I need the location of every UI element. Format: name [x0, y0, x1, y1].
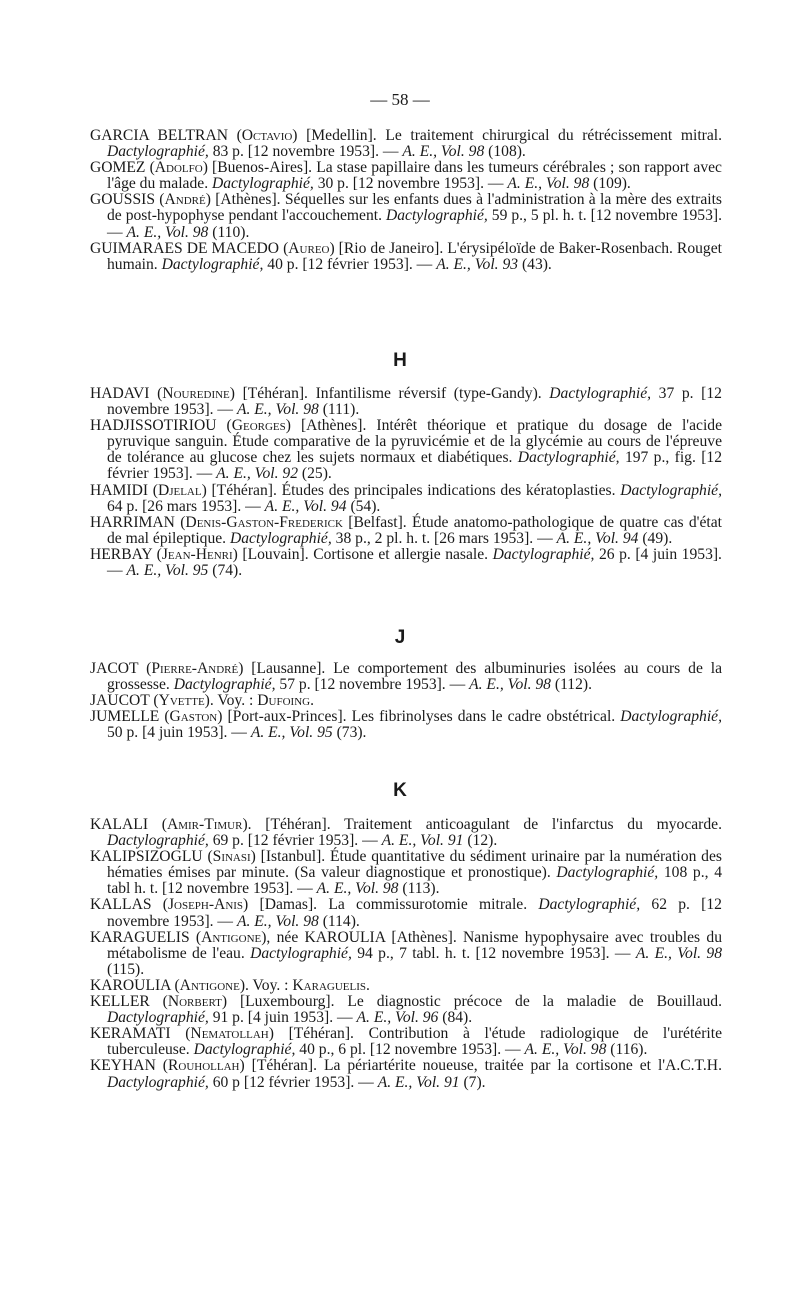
- entry-kalali: [90, 817, 722, 849]
- entry-reference: (12).: [467, 832, 498, 850]
- author-place: [Damas].: [259, 896, 318, 914]
- author-name: GUIMARAES DE MACEDO: [90, 239, 280, 257]
- journal-volume: A. E., Vol. 98: [126, 223, 209, 241]
- thesis-details: 40 p., 6 pl. [12 novembre 1953]. —: [299, 1041, 521, 1059]
- journal-volume: A. E., Vol. 94: [264, 497, 347, 515]
- section-h-entries: [90, 386, 722, 579]
- entry-reference: (115).: [107, 960, 145, 978]
- author-place: [Lausanne].: [251, 660, 326, 677]
- thesis-source: Dactylographié,: [107, 143, 209, 161]
- thesis-details: 57 p. [12 novembre 1953]. —: [279, 676, 466, 694]
- author-given-name: (Yvette).: [153, 692, 214, 710]
- journal-volume: A. E., Vol. 98: [236, 401, 319, 419]
- journal-volume: A. E., Vol. 98: [469, 676, 551, 694]
- entry-reference: (116).: [610, 1041, 648, 1059]
- author-given-name: (Djelal): [152, 481, 207, 499]
- entry-reference: (109).: [593, 175, 631, 193]
- thesis-title: Le traitement chirurgical du rétrécissement mitral.: [385, 127, 722, 144]
- entry-kallas: [90, 897, 722, 929]
- author-given-name: (Nouredine): [157, 385, 235, 402]
- thesis-title: Cortisone et allergie nasale.: [313, 545, 489, 563]
- entry-jacot: [90, 661, 722, 693]
- thesis-title: Infantilisme réversif (type-Gandy).: [315, 385, 542, 402]
- entry-reference: (73).: [336, 724, 367, 742]
- thesis-title: Les fibrinolyses dans le cadre obstétrical.: [351, 708, 616, 726]
- author-place: née KAROULIA [Athènes].: [276, 928, 457, 946]
- section-heading-j: J: [394, 627, 406, 648]
- entry-reference: (49).: [642, 529, 673, 547]
- thesis-source: Dactylographié,: [173, 676, 276, 694]
- entry-hadjissotiriou: [90, 418, 722, 482]
- author-given-name: (Amir-Timur).: [161, 816, 252, 833]
- author-place: [Louvain].: [242, 545, 309, 563]
- author-place: [Téhéran].: [211, 481, 277, 499]
- journal-volume: A. E., Vol. 93: [436, 255, 519, 273]
- author-given-name: (Antigone).: [174, 976, 249, 994]
- journal-volume: A. E., Vol. 91: [377, 1073, 460, 1091]
- author-place: [Athènes].: [300, 417, 367, 435]
- author-given-name: (Georges): [226, 417, 291, 435]
- section-heading-k: K: [393, 780, 407, 801]
- author-name: KAROULIA: [90, 976, 171, 994]
- author-name: JACOT: [90, 660, 139, 677]
- entry-reference: (108).: [488, 143, 526, 161]
- author-place: [Istanbul].: [260, 848, 326, 866]
- author-given-name: (Gaston): [164, 708, 223, 726]
- thesis-details: 108 p., 4 tabl h. t. [12 novembre 1953]. —: [107, 864, 722, 898]
- thesis-details: 30 p. [12 novembre 1953]. —: [317, 175, 504, 193]
- author-name: KALLAS: [90, 896, 152, 914]
- thesis-source: Dactylographié,: [161, 255, 264, 273]
- thesis-title: Intérêt théorique et pratique du dosage de l'acide pyruvique sanguin. Étude comparative de la pyruvicémie et de la glycémie au cours de l'épreuve de tolérance au glucose chez les sujets normaux et diabétiques.: [107, 417, 722, 467]
- author-name: GOUSSIS: [90, 191, 155, 209]
- thesis-title: La périartérite noueuse, traitée par la cortisone et l'A.C.T.H.: [323, 1057, 722, 1075]
- author-name: HERBAY: [90, 545, 153, 563]
- thesis-source: Dactylographié,: [212, 175, 314, 193]
- entry-reference: (111).: [322, 401, 360, 419]
- entry-keyhan: [90, 1058, 722, 1090]
- author-place: [Téhéran].: [288, 1025, 354, 1043]
- thesis-details: 64 p. [26 mars 1953]. —: [107, 497, 261, 515]
- journal-volume: A. E., Vol. 98: [507, 175, 590, 193]
- entry-reference: (113).: [402, 880, 440, 898]
- author-given-name: (Sinasi): [207, 848, 256, 866]
- thesis-source: Dactylographié,: [250, 944, 352, 962]
- entry-reference: (110).: [212, 223, 250, 241]
- entry-reference: (7).: [463, 1073, 486, 1091]
- thesis-title: La stase papillaire dans les tumeurs cérébrales ; son rapport avec l'âge du malade.: [107, 159, 722, 193]
- thesis-details: 38 p., 2 pl. h. t. [26 mars 1953]. —: [335, 529, 553, 547]
- entry-reference: (54).: [350, 497, 381, 515]
- thesis-details: 69 p. [12 février 1953]. —: [212, 832, 378, 850]
- thesis-details: 60 p [12 février 1953]. —: [212, 1073, 374, 1091]
- journal-volume: A. E., Vol. 96: [356, 1009, 439, 1027]
- author-name: JAUCOT: [90, 692, 150, 710]
- section-heading-h: H: [393, 350, 407, 371]
- author-name: KERAMATI: [90, 1025, 171, 1043]
- entry-karaguelis: [90, 930, 722, 978]
- author-name: HADJISSOTIRIOU: [90, 417, 217, 435]
- entry-harriman: [90, 515, 722, 547]
- thesis-title: Étude quantitative du sédiment urinaire par la numération des hématies émises par minute. (Sa valeur diagnostique et pronostique).: [107, 848, 722, 882]
- page-number: — 58 —: [370, 90, 430, 109]
- thesis-title: L'érysipéloïde de Baker-Rosenbach. Rouget humain.: [107, 239, 722, 273]
- thesis-details: 37 p. [12 novembre 1953]. —: [107, 385, 722, 419]
- section-g-entries: [90, 128, 722, 273]
- thesis-source: Dactylographié,: [107, 1073, 209, 1091]
- thesis-source: Dactylographié,: [620, 481, 723, 499]
- entry-reference: (25).: [301, 465, 332, 483]
- author-given-name: (Joseph-Anis): [162, 896, 249, 914]
- author-name: HARRIMAN: [90, 513, 175, 531]
- author-place: [Belfast].: [348, 513, 407, 531]
- thesis-title: Études des principales indications des kératoplasties.: [281, 481, 616, 499]
- thesis-source: Dactylographié,: [517, 449, 620, 467]
- thesis-title: Séquelles sur les enfants dues à l'administration à la mère des extraits de post-hypophyse pendant l'accouchement.: [107, 191, 722, 225]
- journal-volume: A. E., Vol. 98: [316, 880, 399, 898]
- author-given-name: (Adolfo): [149, 159, 208, 177]
- journal-volume: A. E., Vol. 94: [556, 529, 639, 547]
- author-name: KARAGUELIS: [90, 928, 190, 946]
- author-name: GOMEZ: [90, 159, 146, 177]
- entry-garcia-beltran: [90, 128, 722, 160]
- journal-volume: A. E., Vol. 98: [524, 1041, 607, 1059]
- section-j-entries: [90, 661, 722, 741]
- author-given-name: (Jean-Henri): [156, 545, 238, 563]
- thesis-details: 50 p. [4 juin 1953]. —: [107, 724, 247, 742]
- thesis-source: Dactylographié,: [620, 708, 722, 726]
- author-place: [Athènes].: [215, 191, 281, 209]
- entry-hadavi: [90, 386, 722, 418]
- author-given-name: (Aureo): [283, 239, 335, 257]
- author-given-name: (André): [159, 191, 211, 209]
- author-name: KELLER: [90, 993, 150, 1011]
- thesis-source: Dactylographié,: [193, 1041, 296, 1059]
- author-name: KALIPSIZOGLU: [90, 848, 203, 866]
- journal-volume: A. E., Vol. 98: [635, 944, 723, 962]
- author-name: GARCIA BELTRAN: [90, 127, 228, 144]
- thesis-source: Dactylographié,: [107, 832, 209, 850]
- journal-volume: A. E., Vol. 95: [250, 724, 333, 742]
- thesis-title: La commissurotomie mitrale.: [328, 896, 528, 914]
- journal-volume: A. E., Vol. 98: [236, 912, 319, 930]
- thesis-source: Dactylographié,: [549, 385, 652, 402]
- thesis-title: Nanisme hypophysaire avec troubles du métabolisme de l'eau.: [107, 928, 722, 962]
- entry-goussis: [90, 192, 722, 240]
- entry-reference: (74).: [212, 562, 243, 580]
- journal-volume: A. E., Vol. 95: [126, 562, 209, 580]
- thesis-title: Étude anatomo-pathologique de quatre cas d'état de mal épileptique.: [107, 513, 723, 547]
- thesis-source: Dactylographié,: [556, 864, 659, 882]
- thesis-details: 26 p. [4 juin 1953]. —: [107, 545, 722, 580]
- thesis-details: 40 p. [12 février 1953]. —: [267, 255, 433, 273]
- author-place: [Buenos-Aires].: [212, 159, 313, 177]
- thesis-details: 62 p. [12 novembre 1953]. —: [107, 896, 722, 930]
- entry-herbay: [90, 547, 722, 579]
- author-name: KEYHAN: [90, 1057, 156, 1075]
- entry-kalipsizoglu: [90, 849, 722, 897]
- thesis-title: Le comportement des albuminuries isolées au cours de la grossesse.: [107, 660, 723, 694]
- entry-reference: (114).: [322, 912, 360, 930]
- author-given-name: (Rouhollah): [162, 1057, 245, 1075]
- cross-reference-target: Dufoing.: [257, 692, 314, 710]
- journal-volume: A. E., Vol. 98: [402, 143, 485, 161]
- entry-keramati: [90, 1026, 722, 1058]
- author-place: [Luxembourg].: [239, 993, 335, 1011]
- thesis-details: 197 p., fig. [12 février 1953]. —: [107, 449, 723, 483]
- thesis-title: Contribution à l'étude radiologique de l'urétérite tuberculeuse.: [107, 1025, 722, 1059]
- journal-volume: A. E., Vol. 91: [381, 832, 464, 850]
- author-place: [Medellin].: [306, 127, 377, 144]
- entry-reference: (112).: [554, 676, 592, 694]
- author-name: KALALI: [90, 816, 149, 833]
- author-place: [Téhéran].: [265, 816, 331, 833]
- entry-jaucot: [90, 693, 722, 709]
- cross-reference-label: Voy. :: [217, 692, 254, 710]
- entry-keller: [90, 994, 722, 1026]
- entry-reference: (84).: [442, 1009, 473, 1027]
- author-name: HAMIDI: [90, 481, 149, 499]
- thesis-source: Dactylographié,: [386, 207, 488, 225]
- author-name: JUMELLE: [90, 708, 160, 726]
- cross-reference-target: Karaguelis.: [292, 976, 370, 994]
- journal-volume: A. E., Vol. 92: [216, 465, 298, 483]
- author-given-name: (Octavio): [236, 127, 298, 144]
- author-given-name: (Norbert): [162, 993, 228, 1011]
- author-place: [Téhéran].: [242, 385, 308, 402]
- thesis-details: 83 p. [12 novembre 1953]. —: [212, 143, 399, 161]
- author-place: [Port-aux-Princes].: [227, 708, 347, 726]
- thesis-source: Dactylographié,: [107, 1009, 209, 1027]
- entry-gomez: [90, 160, 722, 192]
- author-given-name: (Pierre-André): [146, 660, 244, 677]
- thesis-title: Traitement anticoagulant de l'infarctus du myocarde.: [344, 816, 722, 833]
- cross-reference-label: Voy. :: [252, 976, 289, 994]
- author-place: [Téhéran].: [251, 1057, 318, 1075]
- entry-guimaraes-de-macedo: [90, 241, 722, 273]
- author-given-name: (Nematollah): [185, 1025, 274, 1043]
- author-given-name: (Denis-Gaston-Frederick: [180, 513, 343, 531]
- thesis-title: Le diagnostic précoce de la maladie de Bouillaud.: [347, 993, 723, 1011]
- author-place: [Rio de Janeiro].: [338, 239, 444, 257]
- entry-reference: (43).: [521, 255, 552, 273]
- author-given-name: (Antigone),: [195, 928, 271, 946]
- thesis-details: 59 p., 5 pl. h. t. [12 novembre 1953]. —: [107, 207, 722, 241]
- thesis-details: 94 p., 7 tabl. h. t. [12 novembre 1953]. —: [357, 944, 631, 962]
- thesis-source: Dactylographié,: [492, 545, 595, 563]
- author-name: HADAVI: [90, 385, 150, 402]
- section-k-entries: [90, 817, 722, 1091]
- entry-hamidi: [90, 483, 722, 515]
- entry-jumelle: [90, 709, 722, 741]
- thesis-details: 91 p. [4 juin 1953]. —: [212, 1009, 353, 1027]
- thesis-source: Dactylographié,: [229, 529, 332, 547]
- entry-karoulia: [90, 978, 722, 994]
- thesis-source: Dactylographié,: [538, 896, 641, 914]
